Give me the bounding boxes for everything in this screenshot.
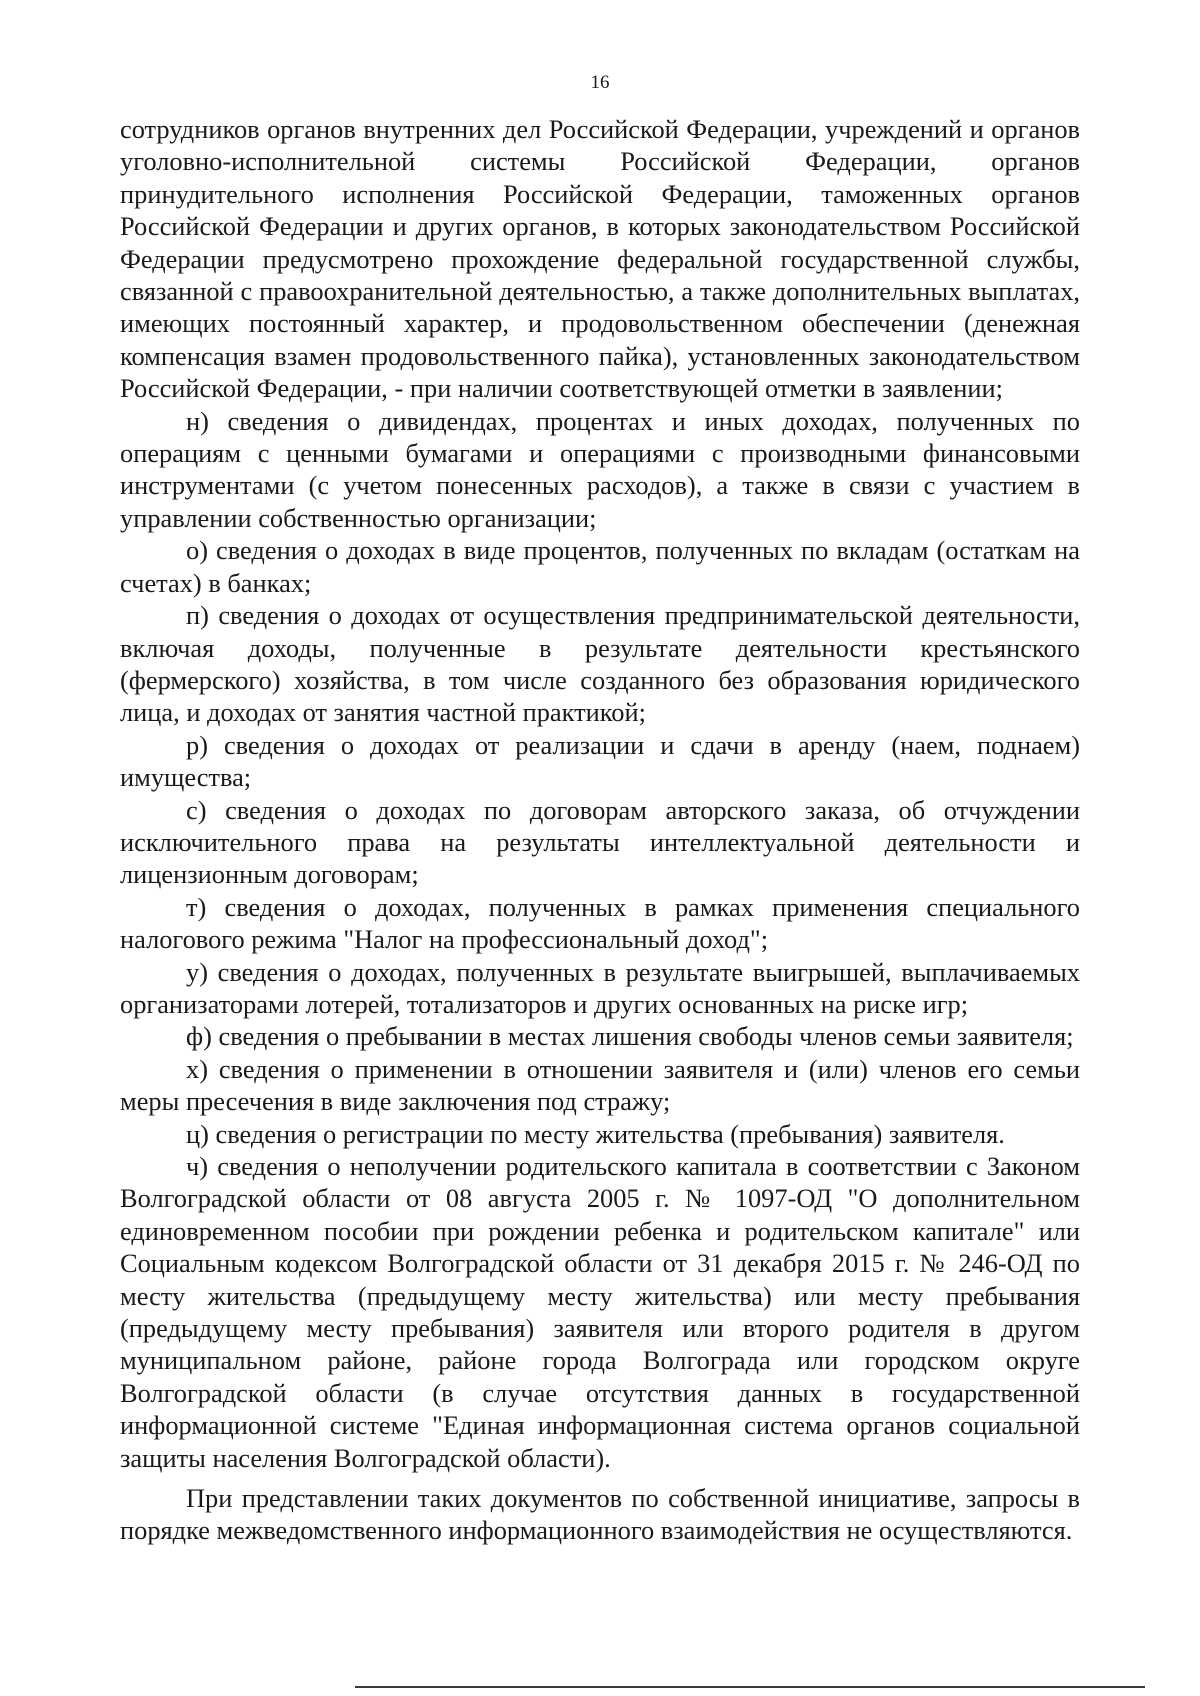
paragraph-item-s: с) сведения о доходах по договорам авторского заказа, об отчуждении исключительного права на результаты интеллектуальной деятельности и лицензионным договорам; [120, 794, 1080, 890]
document-body [120, 113, 1080, 1547]
paragraph-item-r: р) сведения о доходах от реализации и сдачи в аренду (наем, поднаем) имущества; [120, 729, 1080, 793]
paragraph-continuation: сотрудников органов внутренних дел Российской Федерации, учреждений и органов уголовно-исполнительной системы Российской Федерации, органов принудительного исполнения Российской Федерации, таможенных органов Российской Федерации и других органов, в которых законодательством Российской Федерации предусмотрено прохождение федеральной государственной службы, связанной с правоохранительной деятельностью, а также дополнительных выплатах, имеющих постоянный характер, и продовольственном обеспечении (денежная компенсация взамен продовольственного пайка), установленных законодательством Российской Федерации, - при наличии соответствующей отметки в заявлении; [120, 114, 1080, 404]
paragraph-item-n: н) сведения о дивидендах, процентах и иных доходах, полученных по операциям с ценными бумагами и операциями с производными финансовыми инструментами (с учетом понесенных расходов), а также в связи с участием в управлении собственностью организации; [120, 405, 1080, 533]
paragraph-item-o: о) сведения о доходах в виде процентов, полученных по вкладам (остаткам на счетах) в банках; [120, 535, 1080, 598]
paragraph-item-ch: ч) сведения о неполучении родительского капитала в соответствии с Законом Волгоградской области от 08 августа 2005 г. № 1097-ОД "О дополнительном единовременном пособии при рождении ребенка и родительском капитале" или Социальным кодексом Волгоградской области от 31 декабря 2015 г. № 246-ОД по месту жительства (предыдущему месту жительства) или месту пребывания (предыдущему месту пребывания) заявителя или второго родителя в другом муниципальном районе, районе города Волгограда или городском округе Волгоградской области (в случае отсутствия данных в государственной информационной системе "Единая информационная система органов социальной защиты населения Волгоградской области). [120, 1151, 1080, 1473]
paragraph-closing: При представлении таких документов по собственной инициативе, запросы в порядке межведомственного информационного взаимодействия не осуществляются. [120, 1483, 1080, 1546]
paragraph-item-t: т) сведения о доходах, полученных в рамках применения специального налогового режима "Налог на профессиональный доход"; [120, 891, 1080, 955]
paragraph-item-u: у) сведения о доходах, полученных в результате выигрышей, выплачиваемых организаторами лотерей, тотализаторов и других основанных на риске игр; [120, 956, 1080, 1019]
paragraph-item-kh: х) сведения о применении в отношении заявителя и (или) членов его семьи меры пресечения в виде заключения под стражу; [120, 1053, 1080, 1117]
paragraph-item-ts: ц) сведения о регистрации по месту жительства (пребывания) заявителя. [186, 1118, 1005, 1149]
bottom-scan-line [355, 1686, 1145, 1688]
paragraph-item-f: ф) сведения о пребывании в местах лишения свободы членов семьи заявителя; [186, 1021, 1074, 1052]
paragraph-item-p: п) сведения о доходах от осуществления предпринимательской деятельности, включая доходы, полученные в результате деятельности крестьянского (фермерского) хозяйства, в том числе созданного без образования юридического лица, и доходах от занятия частной практикой; [120, 600, 1080, 728]
page-number: 16 [590, 72, 610, 93]
